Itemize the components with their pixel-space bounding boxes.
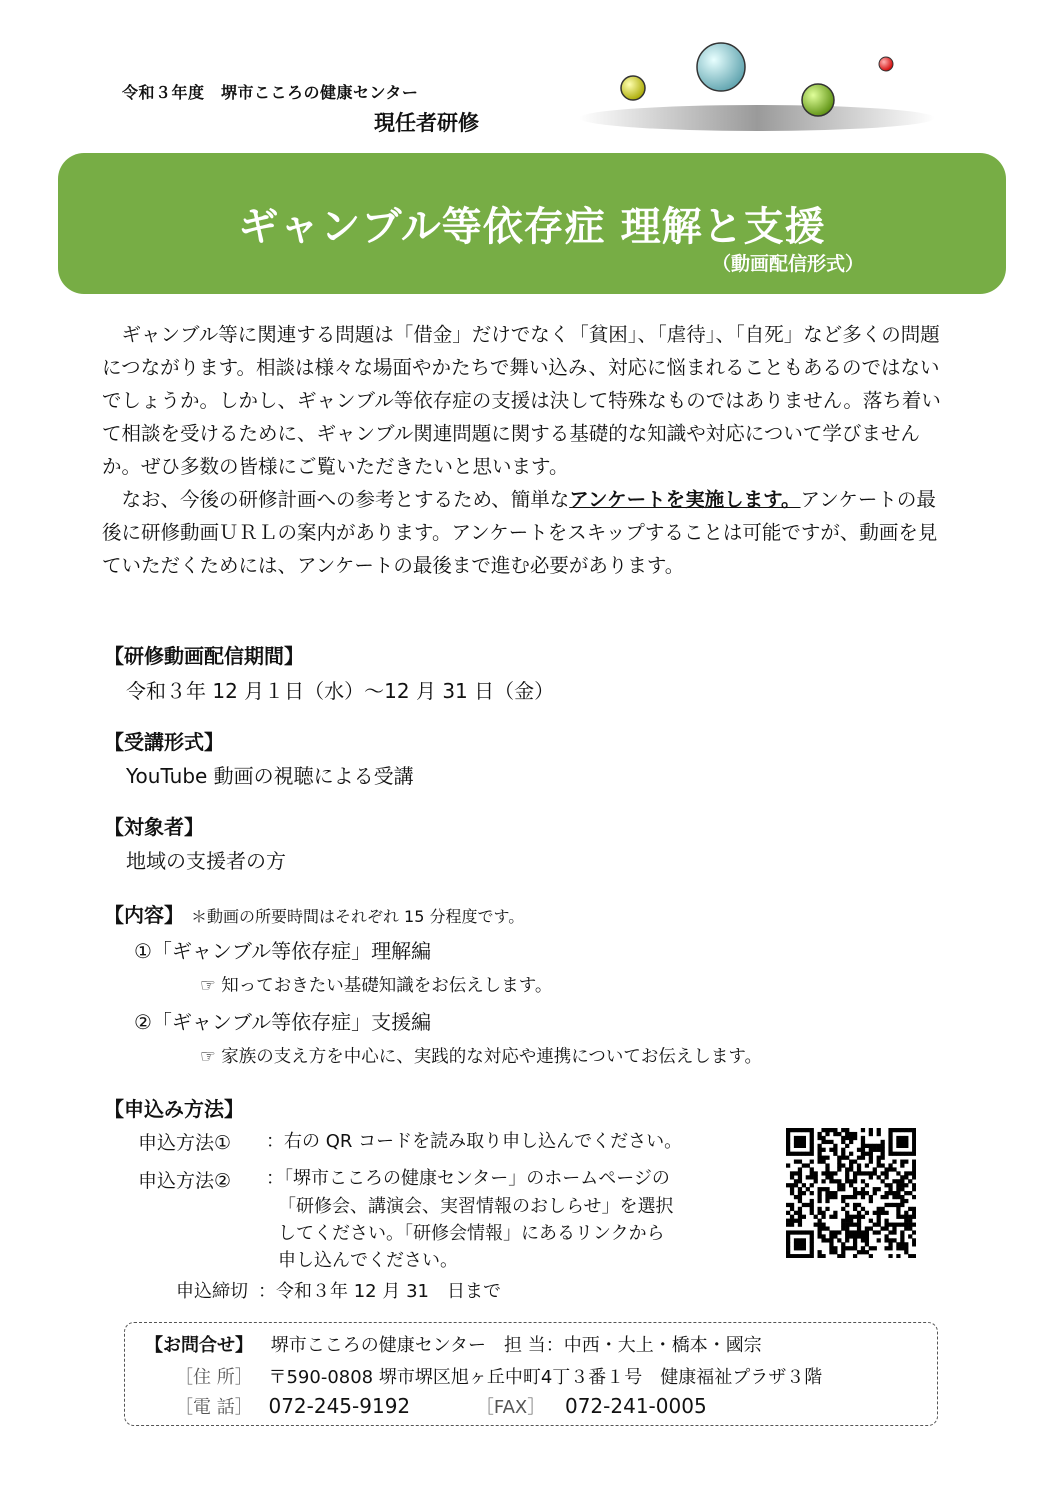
method-1-label: 申込方法① <box>138 1132 232 1154</box>
training-type-heading: 現任者研修 <box>374 111 479 135</box>
phone-label: ［電 話］ <box>175 1397 253 1418</box>
target-heading: 【対象者】 <box>104 815 204 839</box>
phone-value: 072-245-9192 <box>268 1394 411 1418</box>
method-2-line-2: 「研修会、講演会、実習情報のおしらせ」を選択 <box>278 1196 674 1217</box>
green-sphere-shape <box>802 84 834 116</box>
content-heading <box>104 899 524 928</box>
content-item-2-desc: ☞ 家族の支え方を中心に、実践的な対応や連携についてお伝えします。 <box>200 1047 762 1067</box>
title-banner <box>58 153 1006 294</box>
contact-org: 堺市こころの健康センター 担 当：中西・大上・橋本・國宗 <box>270 1335 762 1356</box>
intro-paragraph-2 <box>102 483 942 582</box>
method-2-label: 申込方法② <box>138 1170 232 1192</box>
apply-heading: 【申込み方法】 <box>104 1097 244 1121</box>
fax-value: 072-241-0005 <box>564 1394 707 1418</box>
contact-box <box>124 1322 938 1426</box>
content-item-1-title: ①「ギャンブル等依存症」理解編 <box>134 939 432 963</box>
method-1-text: ：右の QR コードを読み取り申し込んでください。 <box>266 1131 683 1152</box>
address-value: 〒590-0808 堺市堺区旭ヶ丘中町4丁３番１号 健康福祉プラザ３階 <box>268 1367 823 1388</box>
organization-heading: 令和３年度 堺市こころの健康センター <box>122 83 419 102</box>
content-heading-label: 【内容】 <box>104 903 184 927</box>
intro-text <box>102 318 942 582</box>
qr-code-image[interactable] <box>786 1128 916 1258</box>
content-note: ＊動画の所要時間はそれぞれ 15 分程度です。 <box>190 907 525 926</box>
content-item-1-desc: ☞ 知っておきたい基礎知識をお伝えします。 <box>200 976 553 996</box>
red-sphere-shape <box>879 57 893 71</box>
yellow-sphere-shape <box>621 76 645 100</box>
deadline-label: 申込締切 <box>176 1281 248 1302</box>
intro-paragraph-1: ギャンブル等に関連する問題は「借金」だけでなく「貧困」、「虐待」、「自死」など多くの問題につながります。相談は様々な場面やかたちで舞い込み、対応に悩まれることもあるのではないでしょうか。しかし、ギャンブル等依存症の支援は決して特殊なものではありません。落ち着いて相談を受けるために、ギャンブル関連問題に関する基礎的な知識や対応について学びませんか。ぜひ多数の皆様にご覧いただきたいと思います。 <box>102 323 941 478</box>
survey-emphasis: アンケートを実施します。 <box>569 488 801 511</box>
format-heading: 【受講形式】 <box>104 730 224 754</box>
deadline-text: ：令和３年 12 月 31 日まで <box>258 1281 501 1302</box>
main-subtitle: （動画配信形式） <box>711 253 864 275</box>
format-value: YouTube 動画の視聴による受講 <box>126 764 414 788</box>
period-heading: 【研修動画配信期間】 <box>104 644 304 668</box>
intro-p2-before: なお、今後の研修計画への参考とするため、簡単な <box>121 488 570 511</box>
method-2-line-4: 申し込んでください。 <box>278 1250 458 1271</box>
contact-heading: 【お問合せ】 <box>145 1335 253 1356</box>
period-value: 令和３年 12 月１日（水）～12 月 31 日（金） <box>126 679 555 703</box>
address-row <box>175 1363 822 1389</box>
blue-sphere-shape <box>697 43 745 91</box>
phone-row <box>175 1393 707 1419</box>
method-2-line-3: してください。「研修会情報」にあるリンクから <box>278 1223 665 1244</box>
fax-label: ［FAX］ <box>475 1397 546 1418</box>
main-title: ギャンブル等依存症 理解と支援 <box>238 204 826 250</box>
method-2-line-1: ：「堺市こころの健康センター」のホームページの <box>266 1168 670 1189</box>
contact-row <box>145 1331 762 1357</box>
decorative-spheres-graphic <box>575 40 945 150</box>
address-label: ［住 所］ <box>175 1367 253 1388</box>
intro-p2-after: アンケートの最後に研修動画ＵＲＬの案内があります。アンケートをスキップすることは可能ですが、動画を見ていただくためには、アンケートの最後まで進む必要があります。 <box>102 488 938 577</box>
shelf-shadow-shape <box>579 105 935 131</box>
content-item-2-title: ②「ギャンブル等依存症」支援編 <box>134 1010 432 1034</box>
target-value: 地域の支援者の方 <box>126 849 286 873</box>
